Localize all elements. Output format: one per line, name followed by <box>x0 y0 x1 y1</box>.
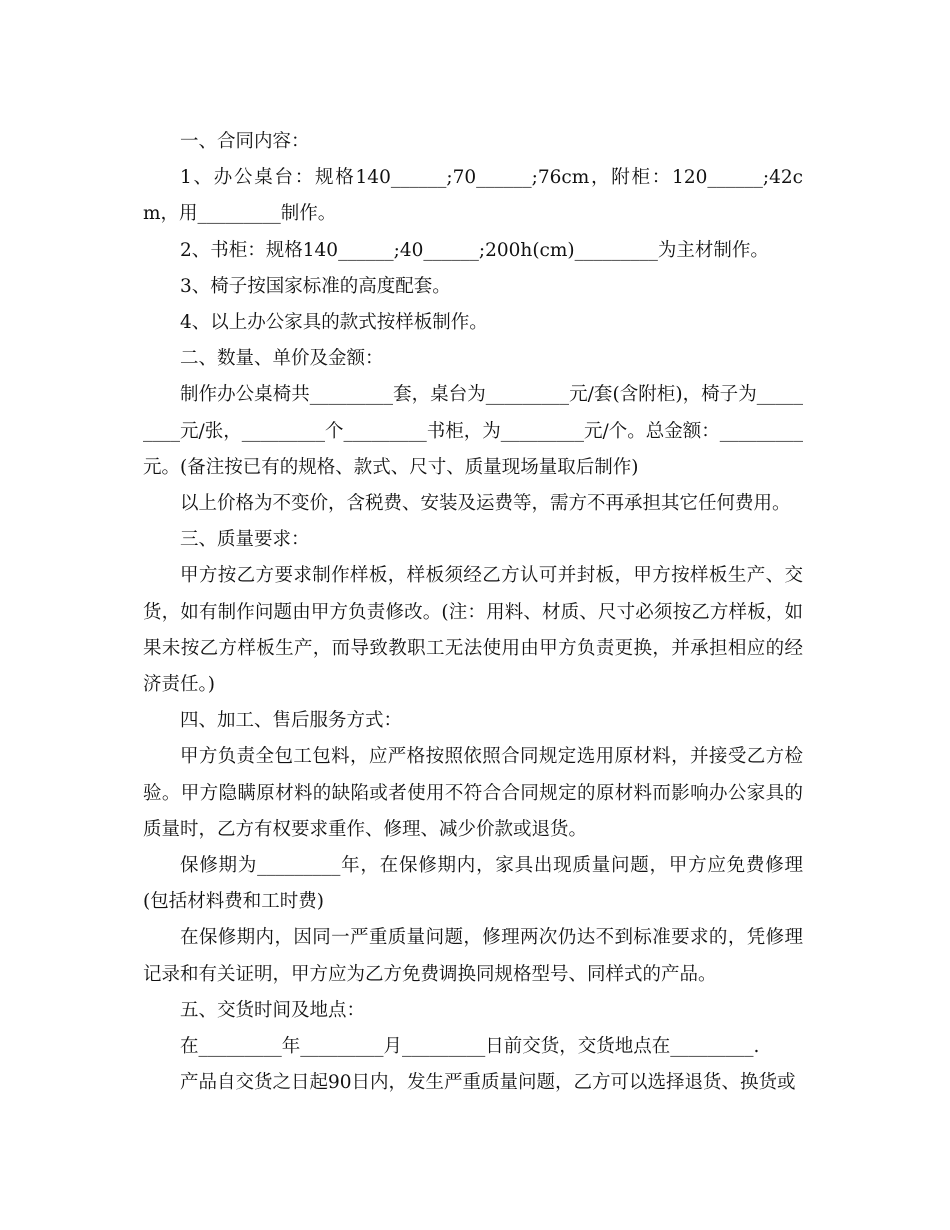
paragraph-style-spec: 4、以上办公家具的款式按样板制作。 <box>180 312 488 334</box>
paragraph-cabinet-spec: 2、书柜：规格140______;40______;200h(cm)_________为主材制作。 <box>180 239 769 261</box>
section-heading-processing-service: 四、加工、售后服务方式： <box>180 710 403 732</box>
paragraph-quality-return: 产品自交货之日起90日内，发生严重质量问题，乙方可以选择退货、换货或 <box>180 1072 796 1094</box>
paragraph-desk-spec: 1、办公桌台：规格140______;70______;76cm，附柜：120______;42cm，用_________制作。 <box>143 167 803 225</box>
paragraph-warranty-period: 保修期为_________年，在保修期内，家具出现质量问题，甲方应免费修理(包括材料费和工时费) <box>143 855 803 913</box>
paragraph-materials: 甲方负责全包工包料，应严格按照依照合同规定选用原材料，并接受乙方检验。甲方隐瞒原材料的缺陷或者使用不符合合同规定的原材料而影响办公家具的质量时，乙方有权要求重作、修理、减少价款或退货。 <box>143 746 803 840</box>
paragraph-chair-spec: 3、椅子按国家标准的高度配套。 <box>180 275 451 297</box>
section-heading-quantity-price: 二、数量、单价及金额： <box>180 348 384 370</box>
paragraph-quantity-price: 制作办公桌椅共_________套，桌台为_________元/套(含附柜)，椅子为_________元/张，_________个_________书柜，为_________元/个。总金额：_________元。(备注按已有的规格、款式、尺寸、质量现场量取后制作) <box>143 384 803 478</box>
section-heading-quality: 三、质量要求： <box>180 529 310 551</box>
section-heading-delivery: 五、交货时间及地点： <box>180 999 366 1021</box>
section-heading-contract-content: 一、合同内容： <box>180 131 310 152</box>
paragraph-delivery-date-place: 在_________年_________月_________日前交货，交货地点在_________. <box>180 1036 760 1058</box>
paragraph-quality-requirements: 甲方按乙方要求制作样板，样板须经乙方认可并封板，甲方按样板生产、交货，如有制作问题由甲方负责修改。(注：用料、材质、尺寸必须按乙方样板，如果未按乙方样板生产，而导致教职工无法使用由甲方负责更换，并承担相应的经济责任。) <box>143 565 803 696</box>
document-body <box>143 124 803 1101</box>
paragraph-fixed-price: 以上价格为不变价，含税费、安装及运费等，需方不再承担其它任何费用。 <box>180 493 791 515</box>
paragraph-warranty-replacement: 在保修期内，因同一严重质量问题，修理两次仍达不到标准要求的，凭修理记录和有关证明，甲方应为乙方免费调换同规格型号、同样式的产品。 <box>143 927 803 985</box>
